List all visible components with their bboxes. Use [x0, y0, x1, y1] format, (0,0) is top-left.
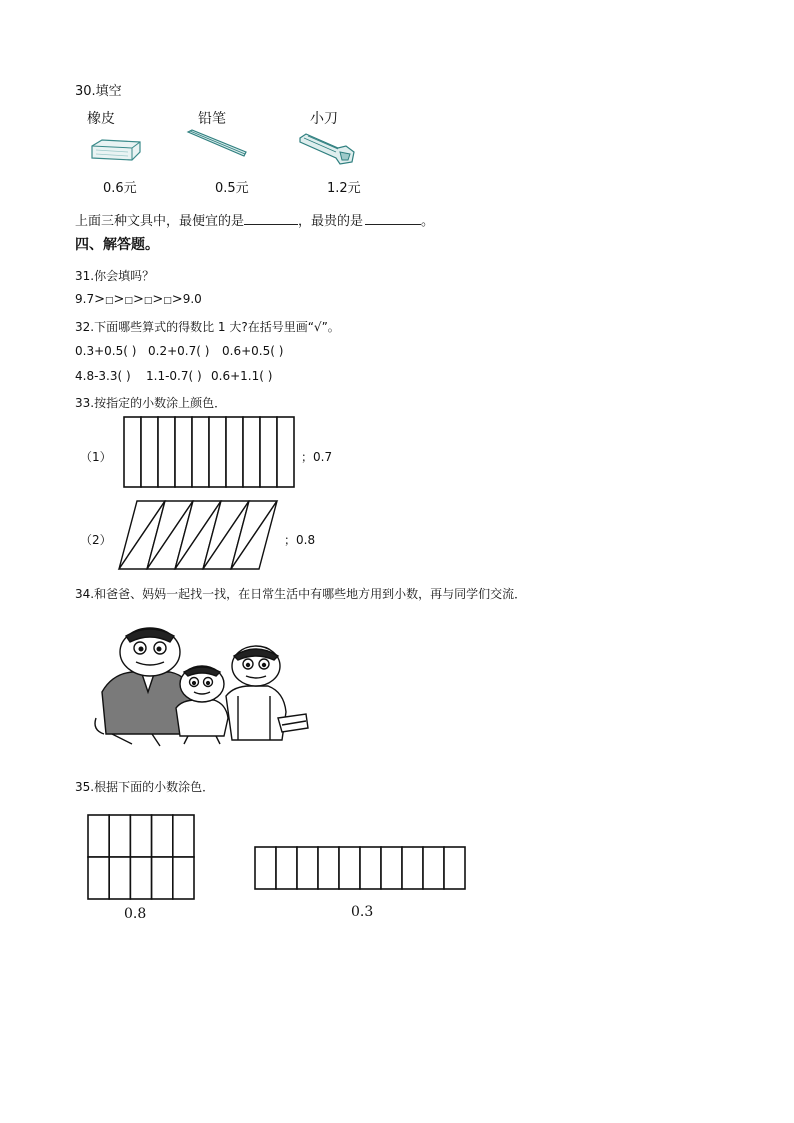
grid-cell[interactable] [130, 815, 151, 857]
answer-box[interactable]: □ [163, 296, 172, 306]
cheapest-blank[interactable] [244, 212, 298, 225]
grid-cell[interactable] [318, 847, 339, 889]
mom-figure [226, 646, 308, 740]
grid-cell[interactable] [255, 847, 276, 889]
grid-cell[interactable] [276, 847, 297, 889]
grid-cell[interactable] [124, 417, 141, 487]
most-expensive-blank[interactable] [365, 212, 421, 225]
greater-than: > [94, 292, 105, 307]
grid-cell[interactable] [88, 815, 109, 857]
q32-row1-item3[interactable]: 0.6+0.5( ) [222, 344, 284, 358]
q35-grid-2x5[interactable] [87, 814, 195, 900]
q33-title: 33.按指定的小数涂上颜色． [75, 396, 227, 410]
q35-grid2-value: 0.3 [351, 904, 374, 920]
chain-start: 9.7 [75, 292, 95, 306]
pencil-icon [186, 128, 248, 158]
grid-cell[interactable] [130, 857, 151, 899]
grid-cell[interactable] [423, 847, 444, 889]
grid-cell[interactable] [88, 857, 109, 899]
answer-box[interactable]: □ [124, 296, 133, 306]
pencil-label: 铅笔 [198, 111, 226, 127]
greater-than: > [132, 292, 144, 307]
q32-row2-item2[interactable]: 1.1-0.7( ) [146, 369, 202, 383]
q31-chain [75, 292, 202, 307]
q35-grid1-value: 0.8 [124, 906, 147, 922]
knife-price: 1.2元 [327, 181, 361, 196]
knife-icon [296, 132, 358, 168]
grid-cell[interactable] [297, 847, 318, 889]
grid-cell[interactable] [173, 815, 194, 857]
grid-cell[interactable] [381, 847, 402, 889]
q33-rectangle-grid[interactable] [123, 416, 295, 488]
greater-than: > [113, 292, 125, 307]
grid-cell[interactable] [360, 847, 381, 889]
greater-than: > [152, 292, 164, 307]
answer-box[interactable]: □ [105, 296, 114, 306]
q32-title: 32.下面哪些算式的得数比 1 大?在括号里画“√”。 [75, 320, 340, 334]
child-figure [176, 666, 228, 744]
eraser-price: 0.6元 [103, 181, 137, 196]
grid-cell[interactable] [141, 417, 158, 487]
q33-part2-value: ；0.8 [284, 533, 316, 547]
q35-grid-1x10[interactable] [254, 846, 466, 890]
grid-cell[interactable] [158, 417, 175, 487]
q33-part1-value: ；0.7 [301, 450, 333, 464]
q33-parallelogram-grid[interactable] [118, 500, 278, 572]
q32-row1-item2[interactable]: 0.2+0.7( ) [148, 344, 210, 358]
family-illustration [92, 622, 312, 747]
q30-sentence-b: ，最贵的是 [298, 214, 364, 229]
q30-sentence-a: 上面三种文具中，最便宜的是 [75, 214, 245, 229]
grid-cell[interactable] [260, 417, 277, 487]
q34-title: 34.和爸爸、妈妈一起找一找，在日常生活中有哪些地方用到小数，再与同学们交流． [75, 587, 527, 601]
answer-box[interactable]: □ [143, 296, 153, 306]
grid-cell[interactable] [226, 417, 243, 487]
grid-cell[interactable] [192, 417, 209, 487]
grid-cell[interactable] [152, 857, 173, 899]
grid-cell[interactable] [109, 815, 130, 857]
section-heading: 四、解答题。 [75, 237, 159, 253]
q30-title: 30.填空 [75, 84, 122, 99]
pencil-price: 0.5元 [215, 181, 249, 196]
q30-sentence-c: 。 [421, 214, 435, 229]
grid-cell[interactable] [109, 857, 130, 899]
eraser-label: 橡皮 [87, 111, 115, 127]
grid-cell[interactable] [444, 847, 465, 889]
grid-cell[interactable] [175, 417, 192, 487]
q35-title: 35.根据下面的小数涂色． [75, 780, 215, 794]
grid-cell[interactable] [173, 857, 194, 899]
eraser-icon [88, 136, 143, 164]
grid-cell[interactable] [152, 815, 173, 857]
grid-cell[interactable] [402, 847, 423, 889]
greater-than: > [171, 292, 183, 307]
grid-cell[interactable] [277, 417, 294, 487]
grid-cell[interactable] [243, 417, 260, 487]
q33-part2-label: （2） [80, 533, 112, 547]
q32-row1-item1[interactable]: 0.3+0.5( ) [75, 344, 137, 358]
chain-end: 9.0 [182, 292, 202, 306]
q32-row2-item1[interactable]: 4.8-3.3( ) [75, 369, 131, 383]
grid-cell[interactable] [209, 417, 226, 487]
q30-sentence [75, 210, 434, 229]
q33-part1-label: （1） [80, 450, 112, 464]
q31-title: 31.你会填吗？ [75, 269, 155, 283]
q32-row2-item3[interactable]: 0.6+1.1( ) [211, 369, 273, 383]
grid-cell[interactable] [339, 847, 360, 889]
knife-label: 小刀 [310, 111, 338, 127]
